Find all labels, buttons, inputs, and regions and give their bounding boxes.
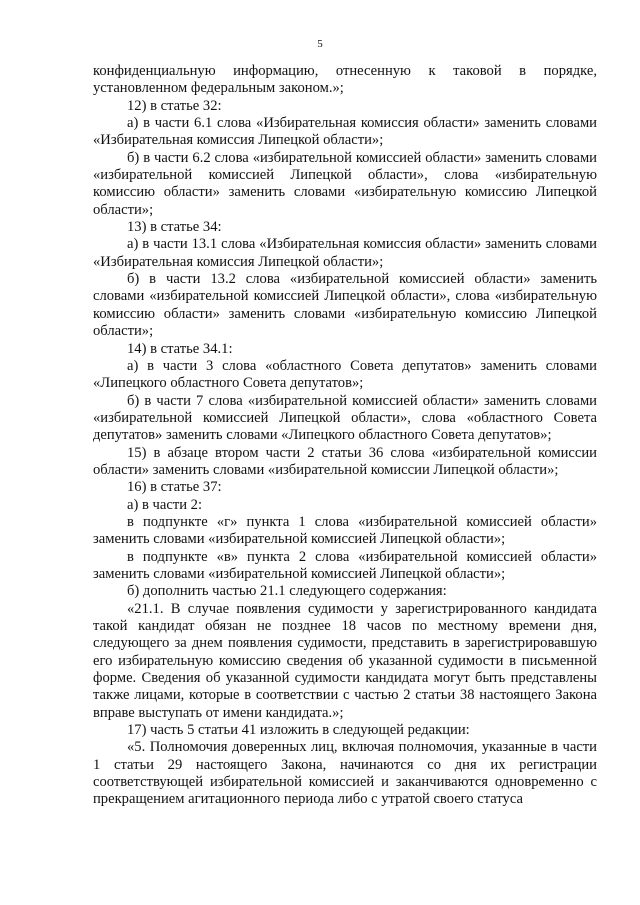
item-12-b: б) в части 6.2 слова «избирательной комиссией области» заменить словами «избирательной комиссией Липецкой области», слова «избирательную комиссию области» заменить словами «избирательную комиссию Липецкой области»;	[93, 149, 597, 218]
item-15: 15) в абзаце втором части 2 статьи 36 слова «избирательной комиссии области» заменить словами «избирательной комиссии Липецкой области»;	[93, 444, 597, 478]
item-16-b: б) дополнить частью 21.1 следующего содержания:	[127, 583, 447, 600]
document-body	[93, 63, 597, 809]
paragraph-continuation: конфиденциальную информацию, отнесенную к таковой в порядке, установленном федеральным законом.»;	[93, 63, 597, 97]
item-14-b: б) в части 7 слова «избирательной комиссией области» заменить словами «избирательной комиссией Липецкой области», слова «областного Совета депутатов» заменить словами «Липецкого областного Совета депутатов»;	[93, 392, 597, 444]
item-13-heading: 13) в статье 34:	[127, 219, 222, 236]
item-14-heading: 14) в статье 34.1:	[127, 340, 233, 357]
item-12-a: а) в части 6.1 слова «Избирательная комиссия области» заменить словами «Избирательная комиссия Липецкой области»;	[93, 115, 597, 149]
item-13-b: б) в части 13.2 слова «избирательной комиссией области» заменить словами «избирательной комиссией Липецкой области», слова «избирательную комиссию области» заменить словами «избирательную комиссию Липецкой области»;	[93, 271, 597, 340]
part-21-1-text: «21.1. В случае появления судимости у зарегистрированного кандидата такой кандидат обязан не позднее 18 часов по местному времени дня, следующего за днем появления судимости, представить в зарегистрировавшую его избирательную комиссию сведения об указанной судимости в письменной форме. Сведения об указанной судимости кандидата могут быть представлены также лицами, которые в соответствии с частью 2 статьи 38 настоящего Закона вправе выступать от имени кандидата.»;	[93, 600, 597, 721]
item-16-a: а) в части 2:	[127, 496, 203, 513]
item-16-heading: 16) в статье 37:	[127, 479, 222, 496]
item-13-a: а) в части 13.1 слова «Избирательная комиссия области» заменить словами «Избирательная комиссия Липецкой области»;	[93, 236, 597, 270]
item-14-a: а) в части 3 слова «областного Совета депутатов» заменить словами «Липецкого областного Совета депутатов»;	[93, 357, 597, 392]
item-16-a-subpoint-v: в подпункте «в» пункта 2 слова «избирательной комиссией области» заменить словами «избирательной комиссией Липецкой области»;	[93, 548, 597, 582]
item-16-a-subpoint-g: в подпункте «г» пункта 1 слова «избирательной комиссией области» заменить словами «избирательной комиссией Липецкой области»;	[93, 513, 597, 548]
item-12-heading: 12) в статье 32:	[127, 97, 222, 114]
item-17-heading: 17) часть 5 статьи 41 изложить в следующей редакции:	[127, 722, 470, 739]
page-number: 5	[317, 38, 323, 50]
part-5-text: «5. Полномочия доверенных лиц, включая полномочия, указанные в части 1 статьи 29 настоящего Закона, начинаются со дня их регистрации соответствующей избирательной комиссией и заканчиваются одновременно с прекращением агитационного периода либо с утратой своего статуса	[93, 739, 597, 808]
